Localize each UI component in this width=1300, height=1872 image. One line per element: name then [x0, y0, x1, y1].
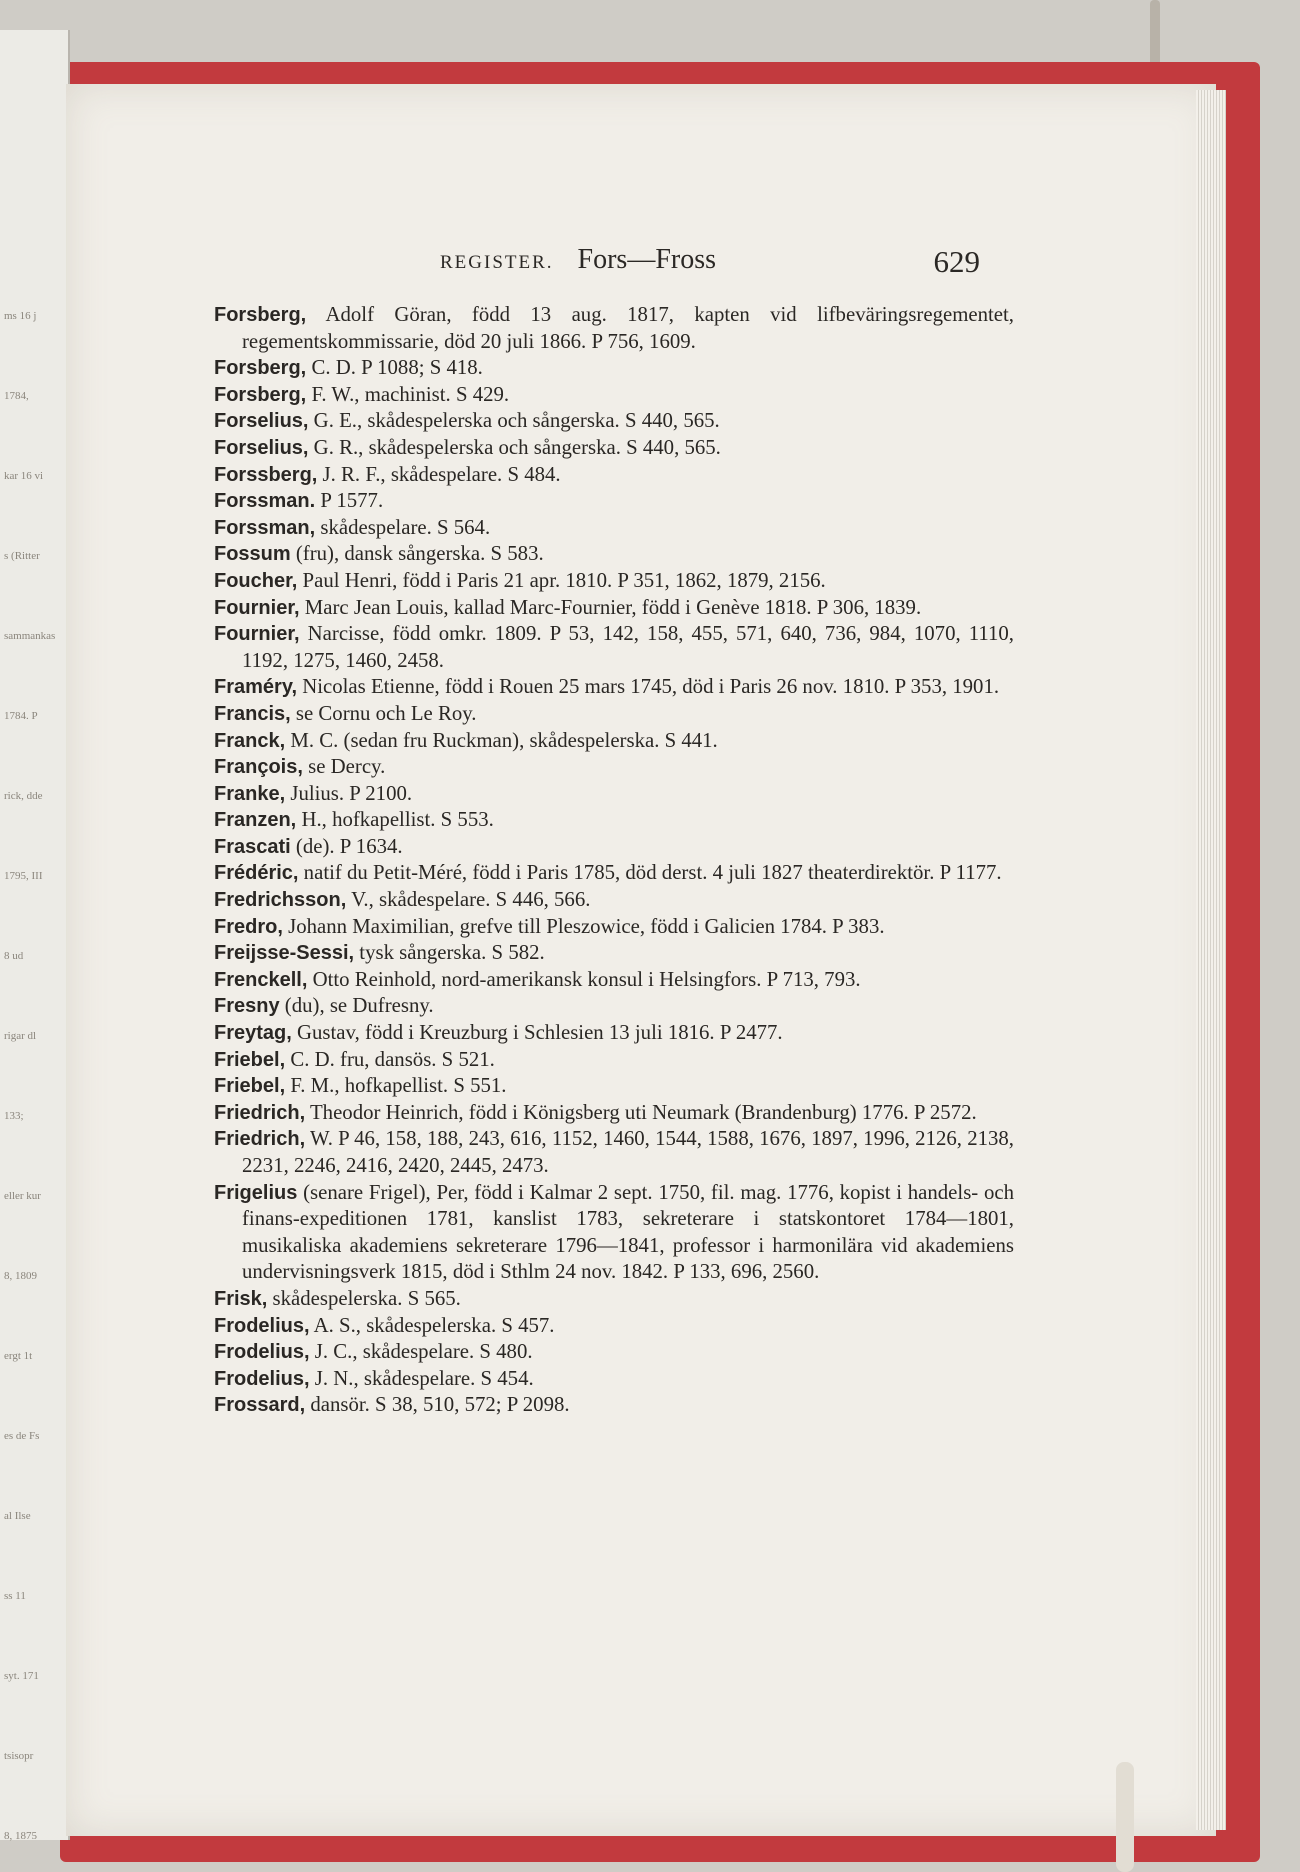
facing-page-fragment: al Ilse: [4, 1510, 31, 1522]
entry-text: skådespelerska. S 565.: [267, 1286, 461, 1310]
entry-text: V., skådespelare. S 446, 566.: [346, 888, 591, 912]
page-edges: [1196, 90, 1226, 1830]
entry-text: A. S., skådespelerska. S 457.: [309, 1313, 555, 1337]
facing-page-fragment: ss 11: [4, 1590, 26, 1602]
entry-headword: Framéry,: [214, 676, 298, 699]
entry-headword: Frodelius,: [214, 1367, 310, 1390]
facing-page-fragment: 8, 1875: [4, 1830, 37, 1842]
entry-headword: Friedrich,: [214, 1101, 306, 1124]
entry-headword: Fournier,: [214, 623, 300, 646]
entry-headword: Friebel,: [214, 1075, 286, 1098]
register-entry: [214, 701, 1014, 728]
register-entry: [214, 1313, 1014, 1340]
entry-headword: François,: [214, 756, 303, 779]
facing-page-fragment: 8, 1809: [4, 1270, 37, 1282]
register-entry: [214, 1126, 1014, 1179]
register-entry: [214, 355, 1014, 382]
entry-headword: Forselius,: [214, 436, 309, 459]
entry-text: se Cornu och Le Roy.: [290, 701, 477, 725]
facing-page-fragment: rick, dde: [4, 790, 43, 802]
register-entry: [214, 435, 1014, 462]
facing-page-fragment: ms 16 j: [4, 310, 37, 322]
entry-text: F. W., machinist. S 429.: [306, 382, 510, 406]
entry-headword: Friedrich,: [214, 1128, 306, 1151]
register-entry: [214, 1073, 1014, 1100]
entry-headword: Forssberg,: [214, 463, 318, 486]
entry-text: Paul Henri, född i Paris 21 apr. 1810. P 351, 1862, 1879, 2156.: [297, 568, 826, 592]
register-entry: [214, 1392, 1014, 1419]
entry-headword: Frenckell,: [214, 968, 308, 991]
register-entry: [214, 1339, 1014, 1366]
entry-text: C. D. fru, dansös. S 521.: [285, 1047, 495, 1071]
register-entry: [214, 541, 1014, 568]
entry-headword: Forssman.: [214, 490, 316, 513]
register-entry: [214, 382, 1014, 409]
entry-text: J. N., skådespelare. S 454.: [309, 1366, 534, 1390]
register-entry: [214, 488, 1014, 515]
entry-text: Gustav, född i Kreuzburg i Schlesien 13 juli 1816. P 2477.: [291, 1021, 783, 1045]
entry-text: Adolf Göran, född 13 aug. 1817, kapten vid lifbeväringsregementet, regementskommissarie, död 20 juli 1866. P 756, 1609.: [242, 303, 1014, 353]
entry-headword: Frisk,: [214, 1287, 268, 1310]
entry-headword: Franzen,: [214, 809, 297, 832]
entry-text: (du), se Dufresny.: [279, 994, 434, 1018]
entry-headword: Frodelius,: [214, 1341, 310, 1364]
register-entry: [214, 1286, 1014, 1313]
bottom-ribbon: [1116, 1762, 1134, 1872]
entry-headword: Francis,: [214, 702, 291, 725]
running-head: [440, 244, 980, 284]
entry-headword: Franke,: [214, 782, 286, 805]
facing-page-fragment: sammankas: [4, 630, 56, 642]
register-entry: [214, 462, 1014, 489]
entry-headword: Forselius,: [214, 410, 309, 433]
entry-text: se Dercy.: [302, 755, 386, 779]
register-entry: [214, 834, 1014, 861]
entry-text: Julius. P 2100.: [285, 781, 413, 805]
entry-headword: Frossard,: [214, 1394, 306, 1417]
register-entry: [214, 754, 1014, 781]
register-entry: [214, 1047, 1014, 1074]
entry-text: Johann Maximilian, grefve till Pleszowice, född i Galicien 1784. P 383.: [282, 914, 885, 938]
entry-headword: Fossum: [214, 543, 291, 566]
register-entries: [214, 302, 1014, 1419]
entry-text: dansör. S 38, 510, 572; P 2098.: [305, 1393, 570, 1417]
entry-text: (de). P 1634.: [290, 834, 403, 858]
facing-page-fragment: syt. 171: [4, 1670, 39, 1682]
register-entry: [214, 1020, 1014, 1047]
entry-text: Marc Jean Louis, kallad Marc-Fournier, född i Genève 1818. P 306, 1839.: [299, 595, 922, 619]
entry-headword: Frascati: [214, 835, 291, 858]
register-entry: [214, 1180, 1014, 1286]
entry-text: G. E., skådespelerska och sångerska. S 440, 565.: [308, 409, 720, 433]
entry-headword: Frodelius,: [214, 1314, 310, 1337]
entry-headword: Frédéric,: [214, 862, 299, 885]
register-entry: [214, 860, 1014, 887]
entry-headword: Freijsse-Sessi,: [214, 942, 355, 965]
register-entry: [214, 807, 1014, 834]
facing-page-fragment: es de Fs: [4, 1430, 40, 1442]
entry-headword: Frigelius: [214, 1181, 298, 1204]
entry-range: Fors—Fross: [577, 244, 717, 275]
entry-headword: Fournier,: [214, 596, 300, 619]
entry-headword: Fresny: [214, 995, 280, 1018]
facing-page-fragment: 8 ud: [4, 950, 24, 962]
entry-text: C. D. P 1088; S 418.: [306, 356, 483, 380]
register-entry: [214, 621, 1014, 674]
facing-page-fragment: 1784,: [4, 390, 29, 402]
facing-page-fragment: 1795, III: [4, 870, 43, 882]
entry-text: J. R. F., skådespelare. S 484.: [317, 462, 561, 486]
entry-text: J. C., skådespelare. S 480.: [309, 1340, 533, 1364]
register-entry: [214, 568, 1014, 595]
entry-text: F. M., hofkapellist. S 551.: [285, 1074, 507, 1098]
entry-headword: Friebel,: [214, 1048, 286, 1071]
entry-headword: Freytag,: [214, 1022, 292, 1045]
entry-text: natif du Petit-Méré, född i Paris 1785, död derst. 4 juli 1827 theaterdirektör. P 1177.: [298, 861, 1002, 885]
entry-text: (fru), dansk sångerska. S 583.: [290, 542, 544, 566]
facing-page-fragment: rigar dl: [4, 1030, 37, 1042]
facing-page-fragment: 133;: [4, 1110, 24, 1122]
entry-headword: Forsberg,: [214, 383, 307, 406]
facing-page-fragment: s (Ritter: [4, 550, 40, 562]
entry-headword: Fredrichsson,: [214, 889, 347, 912]
register-entry: [214, 674, 1014, 701]
register-entry: [214, 408, 1014, 435]
section-label: REGISTER.: [440, 252, 554, 273]
entry-text: G. R., skådespelerska och sångerska. S 440, 565.: [308, 435, 721, 459]
entry-headword: Foucher,: [214, 569, 298, 592]
register-entry: [214, 781, 1014, 808]
entry-headword: Forssman,: [214, 516, 316, 539]
entry-headword: Fredro,: [214, 915, 283, 938]
register-entry: [214, 1100, 1014, 1127]
facing-page-fragment: 1784. P: [4, 710, 38, 722]
page-number: 629: [933, 244, 980, 279]
entry-text: Theodor Heinrich, född i Königsberg uti Neumark (Brandenburg) 1776. P 2572.: [305, 1100, 977, 1124]
register-entry: [214, 728, 1014, 755]
facing-page-fragment: eller kur: [4, 1190, 41, 1202]
register-entry: [214, 940, 1014, 967]
entry-headword: Franck,: [214, 729, 286, 752]
entry-text: W. P 46, 158, 188, 243, 616, 1152, 1460, 1544, 1588, 1676, 1897, 1996, 2126, 2138, 2231, 2246, 2416, 2420, 2445, 2473.: [242, 1127, 1014, 1177]
entry-text: tysk sångerska. S 582.: [354, 941, 545, 965]
register-entry: [214, 515, 1014, 542]
register-entry: [214, 993, 1014, 1020]
entry-text: P 1577.: [315, 489, 384, 513]
entry-headword: Forsberg,: [214, 357, 307, 380]
entry-text: (senare Frigel), Per, född i Kalmar 2 sept. 1750, fil. mag. 1776, kopist i handels- och finans-expeditionen 1781, kanslist 1783, sekreterare i statskontoret 1784—1801, musikaliska akademiens sekreterare 1796—1841, professor i harmonilära vid akademiens undervisningsverk 1815, död i Sthlm 24 nov. 1842. P 133, 696, 2560.: [242, 1180, 1014, 1284]
entry-text: Narcisse, född omkr. 1809. P 53, 142, 158, 455, 571, 640, 736, 984, 1070, 1110, 1192, 1275, 1460, 2458.: [242, 622, 1014, 672]
facing-page-fragment: ergt 1t: [4, 1350, 33, 1362]
facing-page-fragment: kar 16 vi: [4, 470, 44, 482]
entry-text: H., hofkapellist. S 553.: [296, 808, 494, 832]
entry-text: Nicolas Etienne, född i Rouen 25 mars 1745, död i Paris 26 nov. 1810. P 353, 1901.: [297, 675, 1000, 699]
entry-text: Otto Reinhold, nord-amerikansk konsul i Helsingfors. P 713, 793.: [307, 967, 861, 991]
left-page-edge: [0, 30, 70, 1840]
register-entry: [214, 1366, 1014, 1393]
register-entry: [214, 887, 1014, 914]
register-entry: [214, 302, 1014, 355]
entry-headword: Forsberg,: [214, 304, 307, 326]
entry-text: skådespelare. S 564.: [315, 515, 491, 539]
register-entry: [214, 967, 1014, 994]
entry-text: M. C. (sedan fru Ruckman), skådespelerska. S 441.: [285, 728, 718, 752]
register-entry: [214, 914, 1014, 941]
register-entry: [214, 595, 1014, 622]
facing-page-fragment: tsisopr: [4, 1750, 34, 1762]
